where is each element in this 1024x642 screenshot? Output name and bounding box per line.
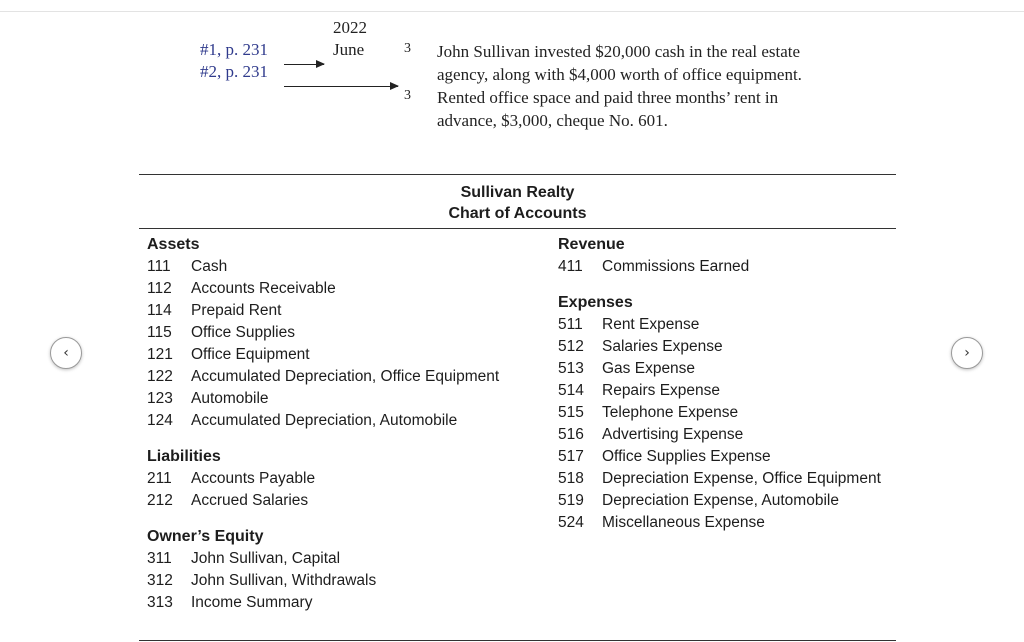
account-name: Gas Expense <box>602 360 696 377</box>
account-row <box>147 344 547 366</box>
chevron-left-icon: ‹ <box>63 345 69 361</box>
account-number: 514 <box>558 382 584 399</box>
account-row <box>558 490 888 512</box>
chart-of-accounts <box>139 174 896 641</box>
account-row <box>558 424 888 446</box>
account-name: Office Supplies Expense <box>602 448 771 465</box>
section-heading: Owner’s Equity <box>147 528 264 545</box>
entry-1-day: 3 <box>404 41 411 56</box>
assets-section <box>147 234 547 432</box>
chart-heading <box>139 182 896 224</box>
entry-2-line-1: Rented office space and paid three months’ rent in <box>437 88 779 107</box>
account-row <box>558 314 888 336</box>
account-row <box>558 256 888 278</box>
account-name: Depreciation Expense, Automobile <box>602 492 839 509</box>
account-name: Commissions Earned <box>602 258 750 275</box>
account-name: Cash <box>191 258 228 275</box>
left-column <box>147 234 547 628</box>
account-number: 114 <box>147 302 172 319</box>
account-name: Office Equipment <box>191 346 310 363</box>
account-row <box>147 548 547 570</box>
arrow-ref-1 <box>284 64 324 65</box>
section-heading: Liabilities <box>147 448 221 465</box>
account-name: Advertising Expense <box>602 426 744 443</box>
account-name: Depreciation Expense, Office Equipment <box>602 470 881 487</box>
account-number: 516 <box>558 426 584 443</box>
chart-header-rule <box>139 228 896 229</box>
account-name: Automobile <box>191 390 269 407</box>
entry-1-line-2: agency, along with $4,000 worth of office equipment. <box>437 65 802 84</box>
account-row <box>147 256 547 278</box>
section-heading: Assets <box>147 236 200 253</box>
account-number: 122 <box>147 368 173 385</box>
entry-1-line-1: John Sullivan invested $20,000 cash in the real estate <box>437 42 801 61</box>
entry-2-line-2: advance, $3,000, cheque No. 601. <box>437 111 668 130</box>
account-name: Income Summary <box>191 594 313 611</box>
journal-descriptions <box>437 40 857 132</box>
account-number: 124 <box>147 412 173 429</box>
account-name: Office Supplies <box>191 324 295 341</box>
account-name: Prepaid Rent <box>191 302 282 319</box>
account-row <box>147 366 547 388</box>
account-number: 211 <box>147 470 172 487</box>
account-name: Rent Expense <box>602 316 700 333</box>
account-name: Miscellaneous Expense <box>602 514 765 531</box>
account-number: 411 <box>558 258 583 275</box>
section-heading: Revenue <box>558 236 625 253</box>
account-row <box>147 410 547 432</box>
account-name: Salaries Expense <box>602 338 723 355</box>
account-number: 517 <box>558 448 584 465</box>
account-row <box>147 278 547 300</box>
account-row <box>558 402 888 424</box>
account-name: Accrued Salaries <box>191 492 309 509</box>
chart-title: Chart of Accounts <box>448 205 587 222</box>
journal-ref-1: #1, p. 231 <box>200 40 268 59</box>
account-number: 519 <box>558 492 584 509</box>
account-number: 112 <box>147 280 172 297</box>
liabilities-section <box>147 446 547 512</box>
account-row <box>147 322 547 344</box>
account-number: 513 <box>558 360 584 377</box>
account-name: Accumulated Depreciation, Automobile <box>191 412 458 429</box>
journal-ref-2: #2, p. 231 <box>200 62 268 81</box>
account-number: 515 <box>558 404 584 421</box>
previous-page-button[interactable] <box>50 337 82 369</box>
arrow-ref-2 <box>284 86 398 87</box>
next-page-button[interactable] <box>951 337 983 369</box>
account-row <box>147 490 547 512</box>
account-row <box>147 300 547 322</box>
chart-bottom-rule <box>139 640 896 641</box>
account-row <box>147 570 547 592</box>
account-number: 123 <box>147 390 173 407</box>
account-name: Accounts Payable <box>191 470 316 487</box>
journal-excerpt <box>0 0 1024 140</box>
account-row <box>147 592 547 614</box>
account-number: 115 <box>147 324 172 341</box>
account-number: 313 <box>147 594 173 611</box>
journal-month: June <box>333 40 365 59</box>
account-name: Telephone Expense <box>602 404 739 421</box>
account-row <box>558 468 888 490</box>
account-row <box>147 388 547 410</box>
account-number: 512 <box>558 338 584 355</box>
account-name: John Sullivan, Withdrawals <box>191 572 377 589</box>
account-number: 524 <box>558 514 584 531</box>
account-name: Accumulated Depreciation, Office Equipment <box>191 368 500 385</box>
chevron-right-icon: › <box>964 345 970 361</box>
account-row <box>147 468 547 490</box>
account-number: 312 <box>147 572 173 589</box>
account-number: 518 <box>558 470 584 487</box>
right-column <box>558 234 888 548</box>
account-number: 111 <box>147 258 171 275</box>
account-row <box>558 336 888 358</box>
account-name: John Sullivan, Capital <box>191 550 341 567</box>
account-number: 511 <box>558 316 583 333</box>
account-number: 311 <box>147 550 172 567</box>
account-row <box>558 358 888 380</box>
equity-section <box>147 526 547 614</box>
account-name: Repairs Expense <box>602 382 721 399</box>
company-name: Sullivan Realty <box>460 184 575 201</box>
expenses-section <box>558 292 888 534</box>
account-number: 212 <box>147 492 173 509</box>
journal-year: 2022 <box>333 18 367 37</box>
account-row <box>558 512 888 534</box>
account-name: Accounts Receivable <box>191 280 336 297</box>
chart-top-rule <box>139 174 896 175</box>
revenue-section <box>558 234 888 278</box>
section-heading: Expenses <box>558 294 633 311</box>
entry-2-day: 3 <box>404 88 411 103</box>
account-row <box>558 446 888 468</box>
account-row <box>558 380 888 402</box>
account-number: 121 <box>147 346 173 363</box>
